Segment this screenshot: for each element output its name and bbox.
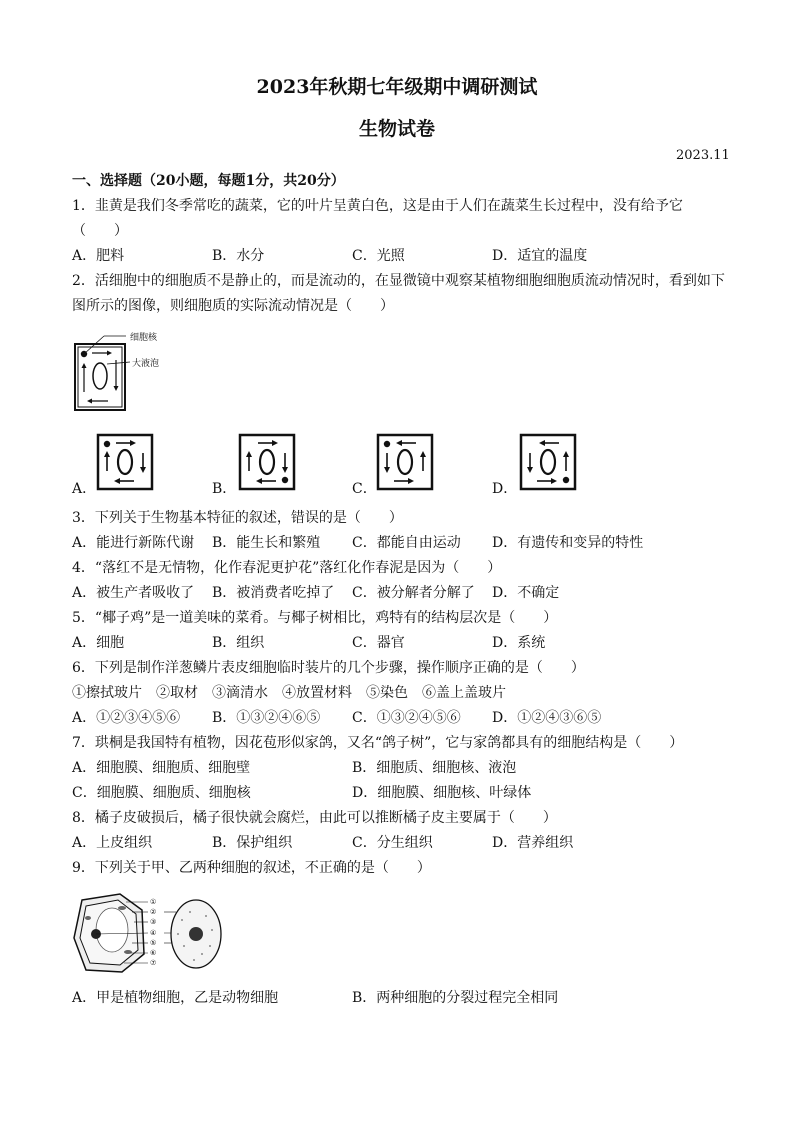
q5-stem: 5．“椰子鸡”是一道美味的菜肴。与椰子树相比，鸡特有的结构层次是（ ） (72, 610, 558, 626)
q7-option-b: B．细胞质、细胞核、液泡 (352, 760, 517, 776)
q8-option-d: D．营养组织 (492, 835, 574, 851)
q1-option-b: B．水分 (212, 248, 265, 264)
q7-option-d: D．细胞膜、细胞核、叶绿体 (352, 785, 532, 801)
q6-steps: ①擦拭玻片 ②取材 ③滴清水 ④放置材料 ⑤染色 ⑥盖上盖玻片 (72, 685, 506, 701)
q9-number-label: ① (150, 898, 157, 906)
q2-option-d: D． (492, 481, 518, 497)
q7-stem: 7．珙桐是我国特有植物，因花苞形似家鸽，又名“鸽子树”，它与家鸽都具有的细胞结构是（ ） (72, 735, 684, 751)
q1-option-a: A．肥料 (72, 248, 125, 264)
exam-title: 2023年秋期七年级期中调研测试 (256, 76, 538, 98)
q6-option-c: C．①③②④⑤⑥ (352, 710, 461, 726)
q9-number-label: ⑥ (150, 949, 157, 957)
q2-option-c: C． (352, 481, 377, 497)
q2-label-nucleus: 细胞核 (130, 333, 158, 343)
q9-number-labels (150, 898, 156, 967)
q9-stem: 9．下列关于甲、乙两种细胞的叙述，不正确的是（ ） (72, 860, 431, 876)
q2-option-b: B． (212, 481, 237, 497)
q9-option-b: B．两种细胞的分裂过程完全相同 (352, 990, 559, 1006)
q7-option-a: A．细胞膜、细胞质、细胞壁 (72, 760, 251, 776)
q3-option-a: A．能进行新陈代谢 (72, 535, 195, 551)
q8-option-b: B．保护组织 (212, 835, 293, 851)
q6-option-a: A．①②③④⑤⑥ (72, 710, 181, 726)
q2-option-a-figure (96, 433, 154, 491)
q4-option-c: C．被分解者分解了 (352, 585, 475, 601)
q2-stem-line2: 图所示的图像，则细胞质的实际流动情况是（ ） (72, 298, 394, 314)
q2-label-vacuole: 大液泡 (132, 359, 160, 369)
q1-option-c: C．光照 (352, 248, 405, 264)
q3-option-d: D．有遗传和变异的特性 (492, 535, 644, 551)
q3-stem: 3．下列关于生物基本特征的叙述，错误的是（ ） (72, 510, 403, 526)
q2-option-a: A． (72, 481, 97, 497)
q6-option-d: D．①②④③⑥⑤ (492, 710, 602, 726)
q1-stem-line2: （ ） (72, 223, 128, 239)
q8-option-a: A．上皮组织 (72, 835, 153, 851)
q2-option-b-figure (238, 433, 296, 491)
q5-option-a: A．细胞 (72, 635, 125, 651)
q5-option-c: C．器官 (352, 635, 405, 651)
q7-option-c: C．细胞膜、细胞质、细胞核 (72, 785, 251, 801)
q9-number-label: ② (150, 908, 157, 916)
q9-cells-figure (72, 890, 222, 976)
exam-date: 2023.11 (676, 148, 730, 163)
q4-option-a: A．被生产者吸收了 (72, 585, 195, 601)
q3-option-c: C．都能自由运动 (352, 535, 461, 551)
q8-stem: 8．橘子皮破损后，橘子很快就会腐烂，由此可以推断橘子皮主要属于（ ） (72, 810, 557, 826)
q5-option-b: B．组织 (212, 635, 265, 651)
q2-option-d-figure (519, 433, 577, 491)
q6-stem: 6．下列是制作洋葱鳞片表皮细胞临时装片的几个步骤，操作顺序正确的是（ ） (72, 660, 585, 676)
q9-number-label: ⑦ (150, 959, 157, 967)
q5-option-d: D．系统 (492, 635, 546, 651)
q2-stem-line1: 2．活细胞中的细胞质不是静止的，而是流动的，在显微镜中观察某植物细胞细胞质流动情况时，看到如下 (72, 273, 725, 289)
q9-option-a: A．甲是植物细胞，乙是动物细胞 (72, 990, 279, 1006)
q4-stem: 4．“落红不是无情物，化作春泥更护花”落红化作春泥是因为（ ） (72, 560, 502, 576)
q1-stem-line1: 1．韭黄是我们冬季常吃的蔬菜，它的叶片呈黄白色，这是由于人们在蔬菜生长过程中，没有给予它 (72, 198, 683, 214)
q9-number-label: ④ (150, 929, 157, 937)
exam-subtitle: 生物试卷 (358, 118, 435, 140)
q9-number-label: ③ (150, 918, 157, 926)
q4-option-b: B．被消费者吃掉了 (212, 585, 335, 601)
q2-option-c-figure (376, 433, 434, 491)
q6-option-b: B．①③②④⑥⑤ (212, 710, 321, 726)
q4-option-d: D．不确定 (492, 585, 560, 601)
q9-animal-nucleus (189, 927, 203, 941)
q9-number-label: ⑤ (150, 939, 157, 947)
section-title: 一、选择题（20小题，每题1分，共20分） (72, 173, 345, 189)
q3-option-b: B．能生长和繁殖 (212, 535, 321, 551)
q8-option-c: C．分生组织 (352, 835, 433, 851)
q1-option-d: D．适宜的温度 (492, 248, 588, 264)
